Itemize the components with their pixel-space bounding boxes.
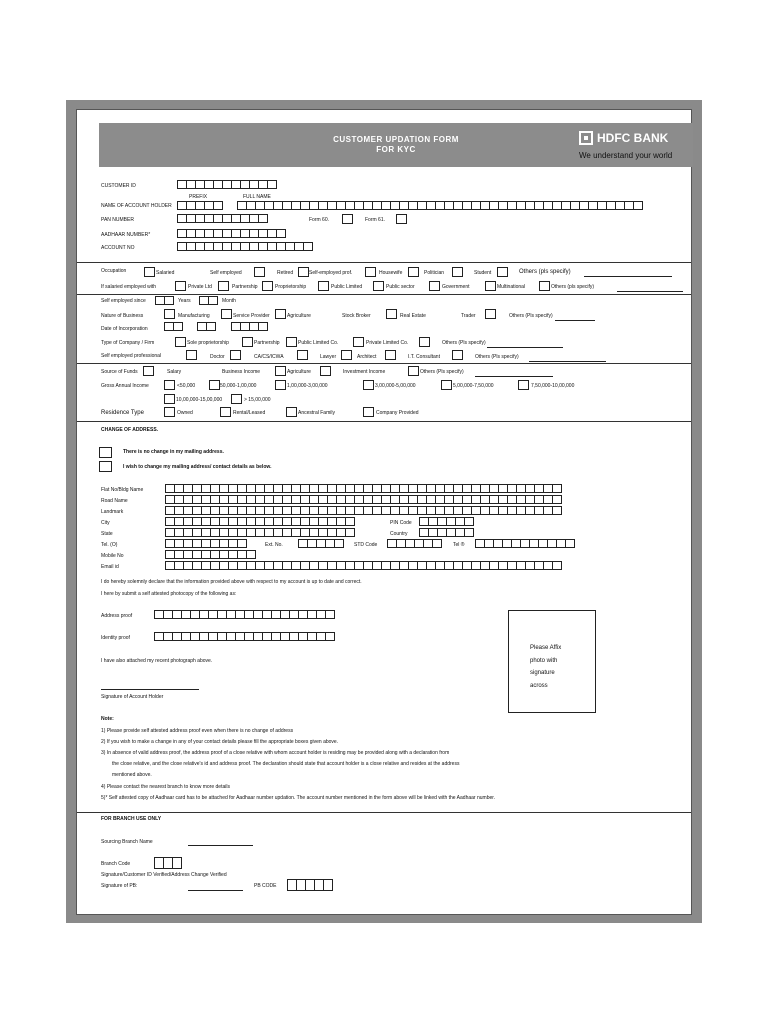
incorporation-year-field[interactable] (231, 322, 267, 331)
sourcing-branch-line[interactable] (188, 845, 253, 846)
rental-checkbox[interactable] (220, 407, 231, 417)
public-sector-label: Public sector (386, 284, 415, 290)
hdfc-logo (579, 129, 679, 163)
char-box[interactable] (432, 539, 442, 548)
form61-checkbox[interactable] (396, 214, 407, 224)
note-4: 4) Please contact the nearest branch to know more details (101, 784, 230, 790)
mobile-field[interactable] (165, 550, 255, 559)
public-limited-co-checkbox[interactable] (286, 337, 297, 347)
housewife-checkbox[interactable] (408, 267, 419, 277)
income-7-label: 10,00,000-15,00,000 (176, 397, 223, 403)
income-4-label: 3,00,000-5,00,000 (375, 383, 416, 389)
wish-change-label: I wish to change my mailing address/ contact details as below. (123, 464, 272, 470)
char-box[interactable] (237, 539, 247, 548)
type-of-company-label: Type of Company / Firm (101, 340, 155, 346)
char-box[interactable] (246, 550, 256, 559)
residence-type-label: Residence Type (101, 410, 144, 416)
student-label: Student (474, 270, 492, 276)
change-of-address-heading: CHANGE OF ADDRESS. (101, 427, 159, 433)
income-8-label: > 15,00,000 (244, 397, 271, 403)
ca-cs-icwa-checkbox[interactable] (230, 350, 241, 360)
char-box[interactable] (552, 561, 562, 570)
salary-label: Salary (167, 369, 182, 375)
month-label: Month (222, 298, 236, 304)
source-of-funds-label: Source of Funds (101, 369, 138, 375)
nature-of-business-label: Nature of Business (101, 313, 144, 319)
ancestral-checkbox[interactable] (286, 407, 297, 417)
address-proof-field[interactable] (154, 610, 334, 619)
professional-others-line[interactable] (529, 361, 606, 362)
declaration-line1: I do hereby solemnly declare that the information provided above with respect to my account is up to date and correct. (101, 579, 362, 585)
partnership-label: Partnership (232, 284, 258, 290)
date-of-incorporation-label: Date of Incorporation (101, 326, 148, 332)
income-2-checkbox[interactable] (209, 380, 220, 390)
tel-r-field[interactable] (475, 539, 574, 548)
no-change-checkbox[interactable] (99, 447, 112, 458)
trader-label: Trader (461, 313, 476, 319)
char-box[interactable] (267, 180, 277, 189)
funds-agriculture-checkbox[interactable] (320, 366, 331, 376)
tel-field[interactable] (165, 539, 246, 548)
flat-field[interactable] (165, 484, 561, 493)
others2-specify-line[interactable] (617, 291, 683, 292)
notes-heading: Note: (101, 716, 114, 722)
std-code-label: STD Code (354, 542, 378, 548)
private-limited-co-checkbox[interactable] (353, 337, 364, 347)
manufacturing-label: Manufacturing (178, 313, 210, 319)
document-frame (66, 100, 702, 923)
occupation-label: Occupation (101, 268, 127, 274)
std-code-field[interactable] (387, 539, 441, 548)
email-label: Email id (101, 564, 119, 570)
income-3-checkbox[interactable] (275, 380, 286, 390)
photo-line4: across (530, 682, 548, 689)
email-field[interactable] (165, 561, 561, 570)
investment-income-label: Investment Income (343, 369, 386, 375)
pb-code-field[interactable] (287, 879, 332, 891)
stock-broker-label: Stock Broker (342, 313, 371, 319)
self-employed-since-label: Self employed since (101, 298, 146, 304)
char-box[interactable] (345, 528, 355, 537)
salary-checkbox[interactable] (143, 366, 154, 376)
student-checkbox[interactable] (497, 267, 508, 277)
char-box[interactable] (323, 879, 333, 891)
company-provided-checkbox[interactable] (363, 407, 374, 417)
char-box[interactable] (325, 610, 335, 619)
ancestral-label: Ancestral Family (298, 410, 335, 416)
years-label: Years (178, 298, 191, 304)
income-8-checkbox[interactable] (231, 394, 242, 404)
char-box[interactable] (552, 484, 562, 493)
years-field[interactable] (155, 296, 173, 305)
investment-income-checkbox[interactable] (408, 366, 419, 376)
partnership-checkbox[interactable] (218, 281, 229, 291)
private-ltd-checkbox[interactable] (175, 281, 186, 291)
address-proof-label: Address proof (101, 613, 133, 619)
section-divider (77, 421, 691, 422)
others2-label: Others (pls specify) (551, 284, 595, 290)
char-box[interactable] (164, 296, 174, 305)
account-no-label: ACCOUNT NO (101, 245, 135, 251)
income-5-checkbox[interactable] (441, 380, 452, 390)
public-sector-checkbox[interactable] (373, 281, 384, 291)
note-5: 5)* Self attested copy of Aadhaar card has to be attached for Aadhaar number updation. The account number mentioned in the form above will be linked with the Aadhaar number. (101, 795, 496, 801)
income-1-checkbox[interactable] (164, 380, 175, 390)
agriculture-label: Agriculture (287, 313, 311, 319)
public-limited-checkbox[interactable] (318, 281, 329, 291)
business-others-line[interactable] (555, 320, 595, 321)
rental-label: Rental/Leased (233, 410, 266, 416)
char-box[interactable] (633, 201, 643, 210)
full-name-label: FULL NAME (243, 194, 271, 200)
private-ltd-label: Private Ltd (188, 284, 212, 290)
char-box[interactable] (173, 322, 183, 331)
income-1-label: <50,000 (177, 383, 196, 389)
others-label: Others (pls specify) (519, 269, 571, 275)
flat-label: Flat No/Bldg Name (101, 487, 144, 493)
country-label: Country (390, 531, 408, 537)
declaration-line2: I here by submit a self attested photocopy of the following as: (101, 591, 237, 597)
funds-others-line[interactable] (475, 376, 553, 377)
owned-label: Owned (177, 410, 193, 416)
signature-pb-label: Signature of PB: (101, 883, 138, 889)
lawyer-checkbox[interactable] (297, 350, 308, 360)
note-1: 1) Please provide self attested address proof even when there is no change of address (101, 728, 294, 734)
company-provided-label: Company Provided (376, 410, 419, 416)
company-others-label: Others (Pls specify) (442, 340, 486, 346)
pan-label: PAN NUMBER (101, 217, 134, 223)
business-income-label: Business Income (222, 369, 261, 375)
char-box[interactable] (552, 495, 562, 504)
agriculture-checkbox[interactable] (275, 309, 286, 319)
char-box[interactable] (206, 322, 216, 331)
self-employed-label: Self employed (210, 270, 242, 276)
trader-checkbox[interactable] (485, 309, 496, 319)
lawyer-label: Lawyer (320, 354, 337, 360)
self-employed-professional-label: Self employed professional (101, 353, 162, 359)
state-label: State (101, 531, 113, 537)
form60-label: Form 60. (309, 217, 330, 223)
section-divider (77, 262, 691, 263)
it-consultant-label: I.T. Consultant (408, 354, 440, 360)
salaried-label: Salaried (156, 270, 175, 276)
politician-checkbox[interactable] (452, 267, 463, 277)
public-limited-label: Public Limited (331, 284, 363, 290)
government-checkbox[interactable] (429, 281, 440, 291)
real-estate-label: Real Estate (400, 313, 426, 319)
it-consultant-checkbox[interactable] (385, 350, 396, 360)
service-provider-checkbox[interactable] (221, 309, 232, 319)
char-box[interactable] (303, 242, 313, 251)
section-divider (77, 294, 691, 295)
ext-label: Ext. No. (265, 542, 283, 548)
photo-line1: Please Affix (530, 645, 562, 651)
pb-code-label: PB CODE (254, 883, 277, 889)
char-box[interactable] (345, 517, 355, 526)
char-box[interactable] (325, 632, 335, 641)
income-3-label: 1,00,000-3,00,000 (287, 383, 328, 389)
sole-proprietorship-label: Sole proprietorship (187, 340, 229, 346)
account-holder-name-field[interactable] (237, 201, 642, 210)
road-field[interactable] (165, 495, 561, 504)
company-partnership-checkbox[interactable] (242, 337, 253, 347)
city-label: City (101, 520, 110, 526)
owned-checkbox[interactable] (164, 407, 175, 417)
char-box[interactable] (213, 201, 223, 210)
company-others-checkbox[interactable] (419, 337, 430, 347)
identity-proof-label: Identity proof (101, 635, 130, 641)
photo-line2: photo with (530, 657, 558, 664)
prefix-label: PREFIX (189, 194, 208, 200)
prefix-field[interactable] (177, 201, 222, 210)
self-employed-prof-label: Self-employed prof. (309, 270, 353, 276)
others2-checkbox[interactable] (539, 281, 550, 291)
professional-others-checkbox[interactable] (452, 350, 463, 360)
income-7-checkbox[interactable] (164, 394, 175, 404)
signature-label: Signature of Account Holder (101, 694, 164, 700)
city-field[interactable] (165, 517, 354, 526)
customer-id-label: CUSTOMER ID (101, 183, 136, 189)
account-holder-name-label: NAME OF ACCOUNT HOLDER (101, 203, 172, 209)
income-6-label: 7,50,000-10,00,000 (531, 383, 575, 389)
tel-label: Tel. (O) (101, 542, 118, 548)
landmark-label: Landmark (101, 509, 124, 515)
tel-r-label: Tel ® (453, 542, 465, 548)
bank-name: HDFC BANK (597, 130, 669, 145)
char-box[interactable] (258, 214, 268, 223)
identity-proof-field[interactable] (154, 632, 334, 641)
ca-cs-icwa-label: CA/CS/ICWA (254, 354, 284, 360)
company-others-line[interactable] (487, 347, 563, 348)
form61-label: Form 61. (365, 217, 386, 223)
char-box[interactable] (552, 506, 562, 515)
char-box[interactable] (565, 539, 575, 548)
income-6-checkbox[interactable] (518, 380, 529, 390)
char-box[interactable] (208, 296, 218, 305)
photo-line3: signature (530, 670, 555, 676)
aadhaar-field[interactable] (177, 229, 285, 238)
photo-instruction (530, 642, 561, 692)
income-2-label: 50,000-1,00,000 (220, 383, 257, 389)
mobile-label: Mobile No (101, 553, 124, 559)
pan-field[interactable] (177, 214, 267, 223)
section-divider (77, 812, 691, 813)
business-others-label: Others (Pls specify) (509, 313, 553, 319)
manufacturing-checkbox[interactable] (164, 309, 175, 319)
form-subtitle: FOR KYC (376, 145, 416, 154)
photo-attached-label: I have also attached my recent photograph above. (101, 658, 213, 664)
funds-agriculture-label: Agriculture (287, 369, 311, 375)
public-limited-co-label: Public Limited Co. (298, 340, 339, 346)
architect-label: Architect (357, 354, 377, 360)
form-header (99, 123, 693, 167)
char-box[interactable] (172, 857, 182, 869)
retired-checkbox[interactable] (298, 267, 309, 277)
incorporation-month-field[interactable] (197, 322, 215, 331)
if-salaried-label: If salaried employed with (101, 284, 157, 290)
road-label: Road Name (101, 498, 128, 504)
bank-tagline: We understand your world (579, 151, 673, 160)
hdfc-logo-icon (579, 131, 593, 145)
form60-checkbox[interactable] (342, 214, 353, 224)
country-field[interactable] (419, 528, 473, 537)
professional-others-label: Others (Pls specify) (475, 354, 519, 360)
sourcing-branch-label: Sourcing Branch Name (101, 839, 153, 845)
note-3c: mentioned above. (112, 772, 152, 778)
income-5-label: 5,00,000-7,50,000 (453, 383, 494, 389)
multinational-label: Multinational (497, 284, 526, 290)
retired-label: Retired (277, 270, 294, 276)
self-employed-prof-checkbox[interactable] (365, 267, 376, 277)
ext-field[interactable] (298, 539, 343, 548)
month-field[interactable] (199, 296, 217, 305)
multinational-checkbox[interactable] (485, 281, 496, 291)
pin-code-field[interactable] (419, 517, 473, 526)
business-income-checkbox[interactable] (275, 366, 286, 376)
branch-code-field[interactable] (154, 857, 181, 869)
architect-checkbox[interactable] (341, 350, 352, 360)
proprietorship-checkbox[interactable] (262, 281, 273, 291)
form-title: CUSTOMER UPDATION FORM (333, 135, 459, 144)
account-no-field[interactable] (177, 242, 312, 251)
wish-change-checkbox[interactable] (99, 461, 112, 472)
branch-use-heading: FOR BRANCH USE ONLY (101, 816, 162, 822)
char-box[interactable] (258, 322, 268, 331)
self-employed-checkbox[interactable] (254, 267, 265, 277)
others-specify-line[interactable] (584, 276, 672, 277)
gross-annual-income-label: Gross Annual Income (101, 383, 149, 389)
politician-label: Politician (424, 270, 445, 276)
section-divider (77, 363, 691, 364)
signature-line[interactable] (101, 689, 199, 690)
signature-pb-line[interactable] (188, 890, 243, 891)
incorporation-day-field[interactable] (164, 322, 182, 331)
char-box[interactable] (464, 528, 474, 537)
pin-code-label: PIN Code (390, 520, 412, 526)
proprietorship-label: Proprietorship (275, 284, 307, 290)
service-provider-label: Service Provider (233, 313, 270, 319)
private-limited-co-label: Private Limited Co. (366, 340, 409, 346)
government-label: Government (442, 284, 470, 290)
stock-broker-checkbox[interactable] (386, 309, 397, 319)
doctor-label: Doctor (210, 354, 225, 360)
verified-label: Signature/Customer ID Verified/Address Change Verified (101, 872, 227, 878)
housewife-label: Housewife (379, 270, 403, 276)
income-4-checkbox[interactable] (363, 380, 374, 390)
char-box[interactable] (276, 229, 286, 238)
company-partnership-label: Partnership (254, 340, 280, 346)
funds-others-label: Others (Pls specify) (420, 369, 464, 375)
salaried-checkbox[interactable] (144, 267, 155, 277)
branch-code-label: Branch Code (101, 861, 131, 867)
note-3b: the close relative, and the close relative's id and address proof. The declaration should state that account holder is a close relative and resides at the address (112, 761, 460, 767)
note-3a: 3) In absence of valid address proof, the address proof of a close relative with whom account holder is residing may be provided along with a declaration from (101, 750, 450, 756)
kyc-form-page (76, 109, 692, 915)
doctor-checkbox[interactable] (186, 350, 197, 360)
no-change-label: There is no change in my mailing address. (123, 449, 224, 455)
landmark-field[interactable] (165, 506, 561, 515)
char-box[interactable] (334, 539, 344, 548)
state-field[interactable] (165, 528, 354, 537)
aadhaar-label: AADHAAR NUMBER* (101, 232, 151, 238)
sole-proprietorship-checkbox[interactable] (175, 337, 186, 347)
char-box[interactable] (464, 517, 474, 526)
customer-id-field[interactable] (177, 180, 276, 189)
note-2: 2) If you wish to make a change in any of your contact details please fill the appropriate boxes given above. (101, 739, 339, 745)
